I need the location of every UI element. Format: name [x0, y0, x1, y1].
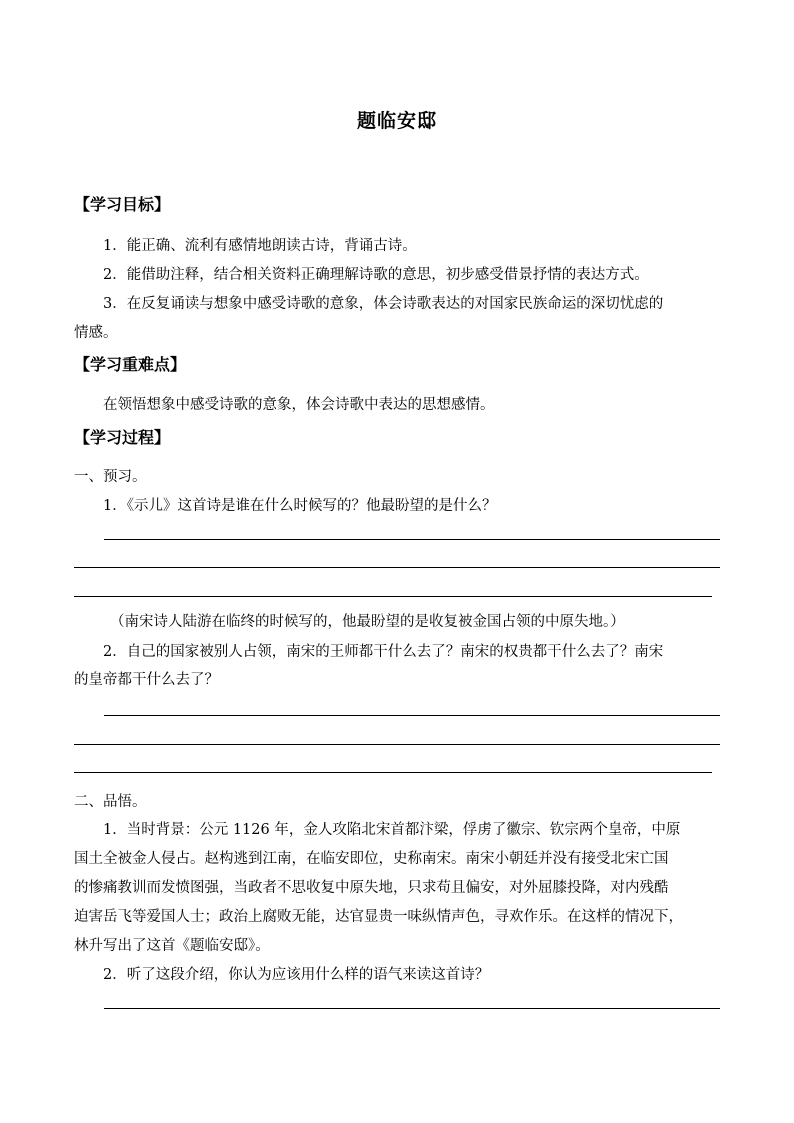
preview-question-2-continued: 的皇帝都干什么去了？ — [74, 672, 219, 688]
document-title: 题临安邸 — [356, 110, 437, 132]
preview-question-1: 1．《示儿》这首诗是谁在什么时候写的？他最盼望的是什么？ — [103, 498, 497, 514]
answer-line[interactable] — [104, 715, 720, 716]
answer-line[interactable] — [74, 744, 720, 745]
answer-line[interactable] — [74, 567, 720, 568]
goal-item-3-continued: 情感。 — [74, 325, 118, 341]
answer-line[interactable] — [104, 539, 720, 540]
section-heading-goals: 【学习目标】 — [74, 195, 171, 214]
section-heading-process: 【学习过程】 — [74, 428, 171, 447]
preview-label: 一、预习。 — [74, 469, 147, 485]
answer-line[interactable] — [74, 596, 712, 597]
appreciate-label: 二、品悟。 — [74, 794, 147, 810]
background-paragraph-line: 迫害岳飞等爱国人士；政治上腐败无能，达官显贵一味纵情声色，寻欢作乐。在这样的情况下， — [74, 909, 683, 925]
key-points-text: 在领悟想象中感受诗歌的意象，体会诗歌中表达的思想感情。 — [103, 397, 495, 413]
answer-line[interactable] — [74, 772, 712, 773]
background-paragraph-line: 林升写出了这首《题临安邸》。 — [74, 938, 270, 954]
preview-answer-1: （南宋诗人陆游在临终的时候写的，他最盼望的是收复被金国占领的中原失地。） — [110, 614, 625, 630]
goal-item-1: 1．能正确、流利有感情地朗读古诗，背诵古诗。 — [103, 238, 417, 254]
background-paragraph-line: 的惨痛教训而发愤图强，当政者不思收复中原失地，只求苟且偏安，对外屈膝投降，对内残酷 — [74, 880, 669, 896]
goal-item-3: 3．在反复诵读与想象中感受诗歌的意象，体会诗歌表达的对国家民族命运的深切忧虑的 — [103, 296, 664, 312]
section-heading-key-points: 【学习重难点】 — [74, 355, 187, 374]
background-paragraph-line: 1．当时背景：公元 1126 年，金人攻陷北宋首都汴梁，俘虏了徽宗、钦宗两个皇帝，中原 — [103, 822, 681, 838]
background-paragraph-line: 国土全被金人侵占。赵构逃到江南，在临安即位，史称南宋。南宋小朝廷并没有接受北宋亡国 — [74, 851, 669, 867]
answer-line[interactable] — [104, 1008, 720, 1009]
appreciate-question-2: 2．听了这段介绍，你认为应该用什么样的语气来读这首诗？ — [103, 967, 490, 983]
goal-item-2: 2．能借助注释，结合相关资料正确理解诗歌的意思，初步感受借景抒情的表达方式。 — [103, 267, 649, 283]
preview-question-2: 2．自己的国家被别人占领，南宋的王师都干什么去了？南宋的权贵都干什么去了？南宋 — [103, 644, 664, 660]
